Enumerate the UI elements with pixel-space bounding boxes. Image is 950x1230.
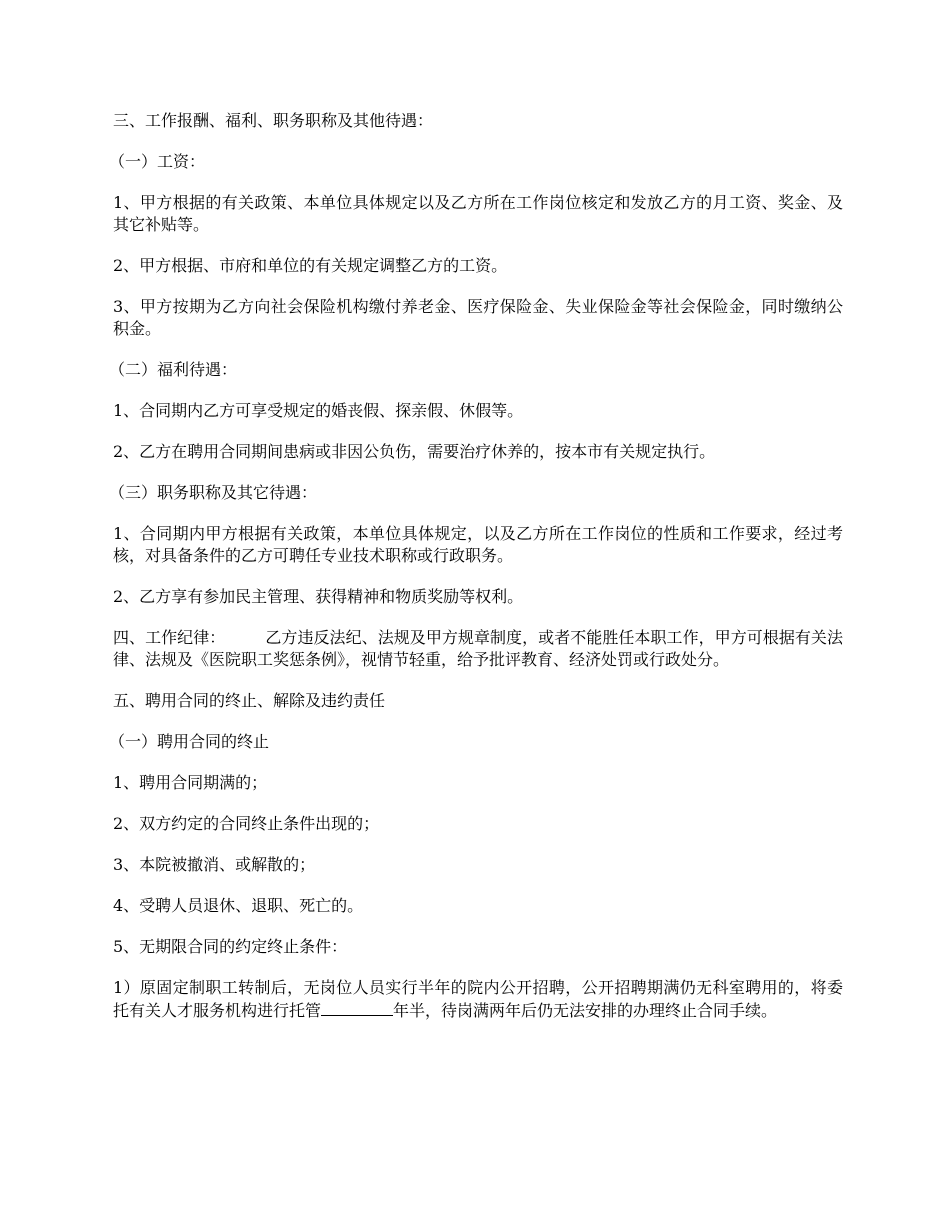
clause-termination-2: 2、双方约定的合同终止条件出现的；: [113, 814, 380, 833]
document-body: [109, 110, 843, 1041]
clause-welfare-2: 2、乙方在聘用合同期间患病或非因公负伤，需要治疗休养的，按本市有关规定执行。: [113, 442, 716, 461]
subsection-heading-title: （三）职务职称及其它待遇：: [109, 483, 318, 502]
indefinite-text-start: 1）原固定制职工转制后，无岗位人员实行半年的院内公开招聘，公开招聘期满仍无科室聘用的，将委托有关人才服务机构进行托管: [113, 978, 843, 1020]
clause-termination-1: 1、聘用合同期满的；: [113, 773, 268, 792]
section-discipline: [113, 627, 843, 671]
discipline-text: 乙方违反法纪、法规及甲方规章制度，或者不能胜任本职工作，甲方可根据有关法律、法规及《医院职工奖惩条例》，视情节轻重，给予批评教育、经济处罚或行政处分。: [113, 628, 843, 669]
clause-welfare-1: 1、合同期内乙方可享受规定的婚丧假、探亲假、休假等。: [113, 401, 524, 420]
clause-title-2: 2、乙方享有参加民主管理、获得精神和物质奖励等权利。: [113, 587, 524, 606]
indefinite-text-end: 年半，待岗满两年后仍无法安排的办理终止合同手续。: [393, 1001, 778, 1020]
section-heading-5: 五、聘用合同的终止、解除及违约责任: [113, 691, 386, 710]
clause-salary-3: 3、甲方按期为乙方向社会保险机构缴付养老金、医疗保险金、失业保险金等社会保险金，同时缴纳公积金。: [113, 297, 843, 338]
fill-in-blank: [321, 999, 393, 1016]
clause-title-1: 1、合同期内甲方根据有关政策，本单位具体规定，以及乙方所在工作岗位的性质和工作要求，经过考核，对具备条件的乙方可聘任专业技术职称或行政职务。: [113, 524, 843, 565]
clause-termination-3: 3、本院被撤消、或解散的；: [113, 855, 316, 874]
clause-salary-2: 2、甲方根据、市府和单位的有关规定调整乙方的工资。: [113, 256, 508, 275]
clause-termination-5: 5、无期限合同的约定终止条件：: [113, 937, 348, 956]
section-heading-4: 四、工作纪律：: [113, 628, 226, 647]
subsection-heading-termination: （一）聘用合同的终止: [109, 732, 270, 751]
clause-salary-1: 1、甲方根据的有关政策、本单位具体规定以及乙方所在工作岗位核定和发放乙方的月工资、奖金、及其它补贴等。: [113, 193, 843, 234]
subsection-heading-salary: （一）工资：: [109, 152, 206, 171]
section-heading-3: 三、工作报酬、福利、职务职称及其他待遇：: [113, 111, 434, 130]
clause-termination-4: 4、受聘人员退休、退职、死亡的。: [113, 896, 364, 915]
subsection-heading-welfare: （二）福利待遇：: [109, 360, 238, 379]
clause-indefinite-1: [113, 977, 843, 1022]
